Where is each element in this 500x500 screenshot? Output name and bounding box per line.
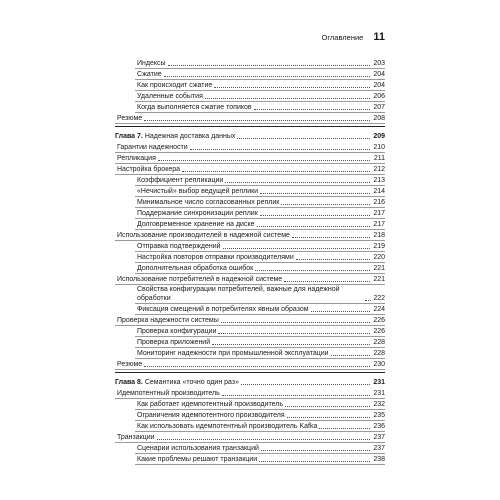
toc-entry-title: Коэффициент репликации: [137, 177, 224, 184]
toc-entry-title: Проверка конфигурации: [137, 328, 217, 335]
dot-leader: [254, 109, 370, 110]
dot-leader: [222, 395, 370, 396]
dot-leader: [205, 98, 370, 99]
dot-leader: [257, 226, 371, 227]
toc-entry[interactable]: [115, 421, 385, 432]
dot-leader: [296, 259, 370, 260]
toc-page-number: 224: [373, 306, 385, 313]
toc-entry-title: Репликация: [117, 155, 156, 162]
toc-entry[interactable]: [115, 348, 385, 359]
toc-entry-title: Мониторинг надежности при промышленной эксплуатации: [137, 350, 329, 357]
toc-page-number: 232: [373, 401, 385, 408]
toc-page-number: 237: [373, 434, 385, 441]
toc-page-number: 220: [373, 254, 385, 261]
toc-page-number: 219: [373, 243, 385, 250]
toc-page-number: 221: [373, 276, 385, 283]
toc-page-number: 204: [373, 82, 385, 89]
toc-entry-title: [115, 377, 239, 388]
toc-page-number: 204: [373, 71, 385, 78]
toc-page-number: 238: [373, 456, 385, 463]
toc-entry[interactable]: [115, 285, 385, 304]
toc-chapter-entry[interactable]: [115, 131, 385, 142]
toc-page-number: 228: [373, 350, 385, 357]
toc-entry[interactable]: [115, 219, 385, 230]
dot-leader: [260, 215, 370, 216]
toc-entry-title: Транзакции: [117, 434, 155, 441]
toc-entry-title: Ограничения идемпотентного производителя: [137, 412, 285, 419]
dot-leader: [255, 270, 370, 271]
dot-leader: [311, 311, 370, 312]
toc-entry[interactable]: [115, 175, 385, 186]
dot-leader: [223, 248, 370, 249]
chapter-divider: [115, 126, 385, 127]
toc-entry[interactable]: [115, 91, 385, 102]
toc-page-number: 230: [373, 361, 385, 368]
dot-leader: [331, 355, 370, 356]
toc-page-number: 213: [373, 177, 385, 184]
dot-leader: [287, 417, 370, 418]
toc-entry[interactable]: [115, 443, 385, 454]
toc-entry-title: Использование производителей в надежной системе: [117, 232, 290, 239]
toc-entry-title: Фиксация смещений в потребителях явным образом: [137, 306, 309, 313]
toc-entry-title: Сценарии использования транзакций: [137, 445, 259, 452]
toc-page-number: 222: [373, 295, 385, 302]
toc-page-number: 208: [373, 115, 385, 122]
page-number: 11: [373, 31, 385, 43]
toc-page-number: 235: [373, 412, 385, 419]
toc-page-number: 226: [373, 328, 385, 335]
toc-entry[interactable]: [115, 197, 385, 208]
toc-entry-title: Какие проблемы решают транзакции: [137, 456, 258, 463]
toc-entry[interactable]: [115, 153, 385, 164]
toc-page-number: 236: [373, 423, 385, 430]
table-of-contents: [115, 58, 385, 465]
dot-leader: [158, 160, 370, 161]
toc-page-number: 209: [373, 133, 385, 140]
dot-leader: [225, 182, 370, 183]
toc-page-number: 218: [373, 232, 385, 239]
toc-entry-title: Минимальное число согласованных реплик: [137, 199, 280, 206]
dot-leader: [157, 439, 370, 440]
toc-entry-title: Проверка надежности системы: [117, 317, 219, 324]
chapter-title: Надежная доставка данных: [144, 133, 236, 140]
toc-entry[interactable]: [115, 315, 385, 326]
dot-leader: [261, 450, 370, 451]
toc-entry-title: Резюме: [117, 361, 143, 368]
toc-entry[interactable]: [115, 399, 385, 410]
dot-leader: [214, 87, 370, 88]
toc-entry[interactable]: [115, 304, 385, 315]
toc-entry-title: Как работает идемпотентный производитель: [137, 401, 284, 408]
dot-leader: [281, 204, 370, 205]
toc-entry-title: Дополнительная обработка ошибок: [137, 265, 254, 272]
toc-entry[interactable]: [115, 432, 385, 443]
toc-entry[interactable]: [115, 113, 385, 124]
toc-entry-title: Долговременное хранение на диске: [137, 221, 255, 228]
toc-entry-title: Отправка подтверждений: [137, 243, 221, 250]
toc-entry-title: Индексы: [137, 60, 166, 67]
toc-entry[interactable]: [115, 230, 385, 241]
row-divider: [135, 464, 385, 465]
toc-entry-title: Резюме: [117, 115, 143, 122]
dot-leader: [259, 461, 370, 462]
running-header: [115, 31, 385, 43]
toc-entry[interactable]: [115, 274, 385, 285]
toc-entry-title: [115, 131, 235, 142]
toc-entry-title: Настройка брокера: [117, 166, 181, 173]
dot-leader: [292, 237, 370, 238]
dot-leader: [237, 138, 370, 139]
dot-leader: [365, 300, 371, 301]
dot-leader: [221, 322, 370, 323]
dot-leader: [285, 406, 370, 407]
toc-page-number: 221: [373, 265, 385, 272]
toc-entry-title: Поддержание синхронизации реплик: [137, 210, 258, 217]
toc-entry-title: Удаленные события: [137, 93, 203, 100]
toc-entry-title: «Нечистый» выбор ведущей реплики: [137, 188, 259, 195]
toc-entry[interactable]: [115, 252, 385, 263]
dot-leader: [284, 281, 370, 282]
toc-entry[interactable]: [115, 454, 385, 465]
dot-leader: [212, 344, 370, 345]
toc-entry[interactable]: [115, 337, 385, 348]
toc-entry[interactable]: [115, 142, 385, 153]
toc-page-number: 217: [373, 221, 385, 228]
dot-leader: [144, 120, 370, 121]
dot-leader: [144, 366, 370, 367]
toc-page-number: 237: [373, 445, 385, 452]
toc-chapter-entry[interactable]: [115, 377, 385, 388]
toc-entry-title: Использование потребителей в надежной системе: [117, 276, 283, 283]
row-divider: [115, 123, 385, 124]
toc-page-number: 226: [373, 317, 385, 324]
chapter-title: Семантика «точно один раз»: [144, 379, 239, 386]
toc-entry-title: Когда выполняется сжатие топиков: [137, 104, 252, 111]
toc-page-number: 217: [373, 210, 385, 217]
toc-entry[interactable]: [115, 359, 385, 370]
running-header-title: Оглавление: [321, 33, 364, 42]
toc-page-number: 207: [373, 104, 385, 111]
toc-entry-title: Как происходит сжатие: [137, 82, 213, 89]
toc-entry[interactable]: [115, 186, 385, 197]
dot-leader: [319, 428, 370, 429]
row-divider: [115, 369, 385, 370]
toc-entry[interactable]: [115, 102, 385, 113]
toc-entry[interactable]: [115, 69, 385, 80]
toc-page-number: 231: [373, 390, 385, 397]
toc-page-number: 210: [373, 144, 385, 151]
toc-entry[interactable]: [115, 208, 385, 219]
toc-entry-title: Настройка повторов отправки производителями: [137, 254, 294, 261]
toc-entry-title: Идемпотентный производитель: [117, 390, 220, 397]
toc-entry-title: Сжатие: [137, 71, 162, 78]
toc-page-number: 216: [373, 199, 385, 206]
dot-leader: [218, 333, 370, 334]
dot-leader: [164, 76, 370, 77]
toc-entry[interactable]: [115, 58, 385, 69]
toc-page-number: 211: [373, 155, 385, 162]
toc-entry[interactable]: [115, 263, 385, 274]
toc-entry[interactable]: [115, 388, 385, 399]
toc-entry[interactable]: [115, 326, 385, 337]
dot-leader: [241, 384, 370, 385]
dot-leader: [190, 149, 370, 150]
toc-entry[interactable]: [115, 410, 385, 421]
toc-page-number: 212: [373, 166, 385, 173]
dot-leader: [182, 171, 370, 172]
toc-page-number: 203: [373, 60, 385, 67]
toc-page-number: 231: [373, 379, 385, 386]
toc-page-number: 228: [373, 339, 385, 346]
toc-page-number: 214: [373, 188, 385, 195]
chapter-divider: [115, 372, 385, 373]
chapter-label: Глава 7.: [115, 133, 143, 140]
toc-entry-title: Гарантии надежности: [117, 144, 188, 151]
toc-entry-title: Как использовать идемпотентный производитель Kafka: [137, 423, 318, 430]
toc-page-number: 206: [373, 93, 385, 100]
toc-entry[interactable]: [115, 241, 385, 252]
toc-entry[interactable]: [115, 164, 385, 175]
toc-entry-title: Свойства конфигурации потребителей, важные для надежной обработки: [137, 286, 340, 302]
dot-leader: [168, 65, 370, 66]
toc-entry-title: Проверка приложений: [137, 339, 211, 346]
dot-leader: [260, 193, 370, 194]
chapter-label: Глава 8.: [115, 379, 143, 386]
toc-entry[interactable]: [115, 80, 385, 91]
